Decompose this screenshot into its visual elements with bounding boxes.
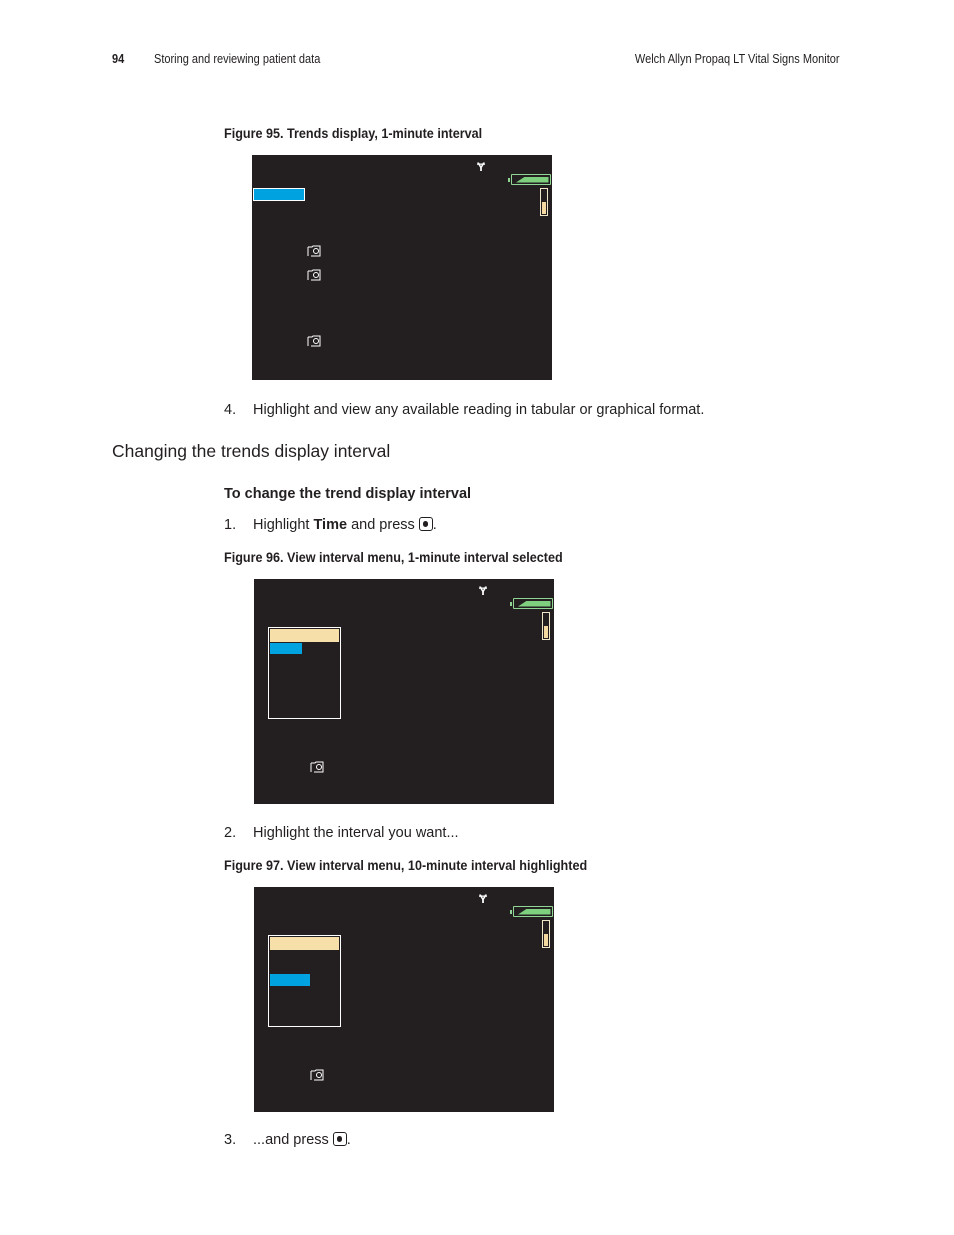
antenna-icon: Ɏ (477, 160, 486, 174)
menu-item-selected[interactable] (270, 643, 302, 654)
step-2 (224, 825, 459, 841)
step-number: 4. (224, 402, 237, 418)
scrollbar[interactable] (540, 188, 548, 216)
select-button-icon (419, 517, 433, 531)
step-text-end: . (432, 517, 437, 533)
record-icon[interactable] (307, 269, 321, 281)
step-text: Highlight and view any available reading in tabular or graphical format. (253, 402, 705, 418)
menu-title-bar (270, 937, 339, 950)
record-icon[interactable] (307, 245, 321, 257)
battery-icon (513, 598, 553, 609)
antenna-icon: Ɏ (479, 584, 488, 598)
menu-title-bar (270, 629, 339, 642)
battery-icon (511, 174, 551, 185)
scrollbar[interactable] (542, 920, 550, 948)
figure-95-trends-screen (252, 155, 552, 380)
step-text-end: . (346, 1132, 351, 1148)
page-number: 94 (112, 52, 125, 66)
running-section-title: Storing and reviewing patient data (154, 52, 321, 66)
menu-item-highlighted[interactable] (270, 974, 310, 986)
view-interval-menu (268, 935, 341, 1027)
running-product-title: Welch Allyn Propaq LT Vital Signs Monitor (635, 52, 840, 66)
figure-95-caption: Figure 95. Trends display, 1-minute interval (224, 125, 483, 141)
figure-96-caption: Figure 96. View interval menu, 1-minute interval selected (224, 549, 563, 565)
battery-icon (513, 906, 553, 917)
step-text-pre: Highlight (253, 517, 314, 533)
record-icon[interactable] (307, 335, 321, 347)
figure-97-caption: Figure 97. View interval menu, 10-minute interval highlighted (224, 857, 588, 873)
step-1 (224, 517, 437, 533)
step-text: Highlight the interval you want... (253, 825, 459, 841)
highlighted-tab[interactable] (253, 188, 305, 201)
figure-96-interval-menu-screen (254, 579, 554, 804)
view-interval-menu (268, 627, 341, 719)
step-number: 3. (224, 1132, 237, 1148)
select-button-icon (333, 1132, 347, 1146)
step-number: 1. (224, 517, 237, 533)
antenna-icon: Ɏ (479, 892, 488, 906)
record-icon[interactable] (310, 761, 324, 773)
step-text-post: and press (347, 517, 419, 533)
figure-97-interval-menu-screen (254, 887, 554, 1112)
record-icon[interactable] (310, 1069, 324, 1081)
step-4 (224, 402, 704, 418)
step-3 (224, 1132, 351, 1148)
section-heading: Changing the trends display interval (112, 441, 391, 461)
step-number: 2. (224, 825, 237, 841)
step-text-pre: ...and press (253, 1132, 333, 1148)
step-keyword: Time (313, 517, 348, 533)
scrollbar[interactable] (542, 612, 550, 640)
procedure-heading: To change the trend display interval (224, 486, 472, 502)
